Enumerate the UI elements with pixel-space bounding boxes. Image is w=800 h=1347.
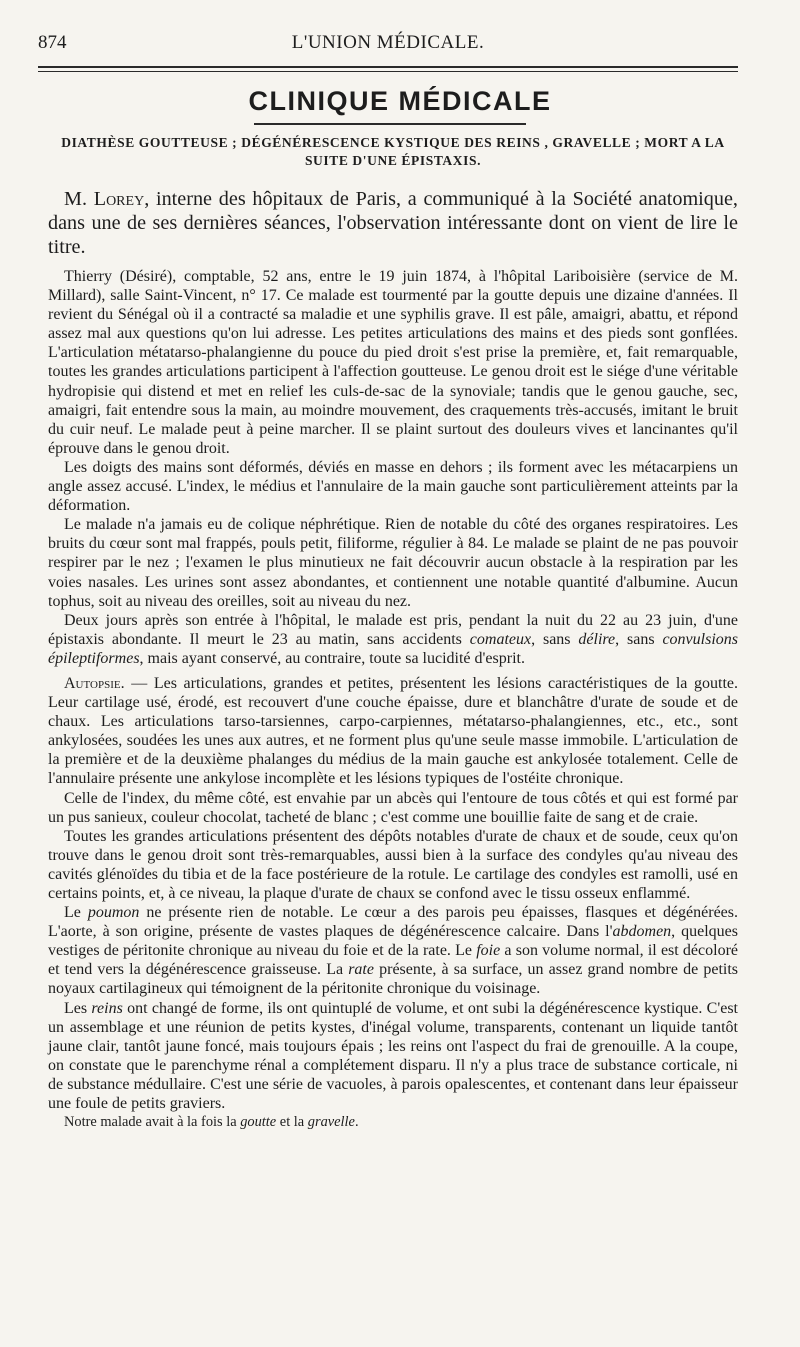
italic-run: poumon	[87, 904, 140, 922]
italic-run: convulsions épileptiformes	[48, 630, 738, 667]
lead-paragraph	[48, 187, 738, 259]
paragraph-conclusion	[48, 1113, 738, 1131]
text-run: Les	[64, 999, 92, 1017]
paragraph-kidneys	[48, 999, 738, 1114]
text-run: .	[354, 1114, 359, 1131]
title-underline	[254, 123, 526, 125]
paragraph-autopsy	[48, 674, 738, 789]
text-run: Deux jours après son entrée à l'hôpital, le malade est pris, pendant la nuit du 22 au 23 juin, d'une épistaxis abondante. Il meurt le 23 au matin, sans accidents	[48, 611, 738, 648]
paragraph-case-history: Thierry (Désiré), comptable, 52 ans, entre le 19 juin 1874, à l'hôpital Lariboisière (service de M. Millard), salle Saint-Vincent, n° 17. Ce malade est tourmenté par la goutte depuis une dizaine d'années. Il revient du Sénégal où il a contracté sa maladie et une syphilis grave. Il est pâle, amaigri, abattu, et répond assez mal aux questions qu'on lui adresse. Les petites articulations des mains et des pieds sont gonflées. L'articulation métatarso-phalangienne du pouce du pied droit s'est prise la première, et, fait remarquable, toutes les grandes articulations participent à l'affection goutteuse. Le genou droit est le siége d'une véritable hydropisie qui distend et met en relief les culs-de-sac de la synoviale; tandis que le genou gauche, sec, amaigri, fait entendre sous la main, au moindre mouvement, des craquements très-accusés, imitant le bruit du cuir neuf. Le malade peut à peine marcher. Il se plaint surtout des douleurs vives et lancinantes qu'il éprouve dans le genou droit.	[48, 268, 738, 457]
italic-run: abdomen	[612, 923, 672, 941]
paragraph-respiratory: Le malade n'a jamais eu de colique néphrétique. Rien de notable du côté des organes respiratoires. Les bruits du cœur sont mal frappés, pouls petit, filiforme, régulier à 84. Le malade se plaint de ne pas pouvoir respirer par le nez ; l'examen le plus minutieux ne fait découvrir aucun obstacle à la respiration par les voies nasales. Les urines sont assez abondantes, et contiennent une notable quantité d'albumine. Aucun tophus, soit au niveau des oreilles, soit au niveau du nez.	[48, 516, 738, 610]
paragraph-index-abscess: Celle de l'index, du même côté, est envahie par un abcès qui l'entoure de tous côtés et qui est formé par un pus sanieux, couleur chocolat, tacheté de blanc ; c'est comme une bouillie faite de sang et de craie.	[48, 789, 738, 826]
text-run: et la	[276, 1114, 308, 1131]
paragraph-death	[48, 611, 738, 668]
italic-run: gravelle	[307, 1114, 355, 1131]
italic-run: comateux	[469, 630, 532, 648]
paragraph-fingers: Les doigts des mains sont déformés, déviés en masse en dehors ; ils forment avec les métacarpiens un angle assez accusé. L'index, le médius et l'annulaire de la main gauche sont particulièrement atteints par la déformation.	[48, 458, 738, 515]
journal-title: L'UNION MÉDICALE.	[291, 32, 485, 53]
header-rule-thin	[38, 71, 738, 72]
header-rule	[38, 66, 738, 68]
text-run: , quelques vestiges de péritonite chronique au niveau du foie et de la rate. Le	[48, 923, 738, 960]
italic-run: rate	[348, 961, 374, 979]
running-header	[38, 30, 738, 60]
section-title: CLINIQUE MÉDICALE	[248, 86, 552, 116]
lead-text: , interne des hôpitaux de Paris, a communiqué à la Société anatomique, dans une de ses dernières séances, l'observation intéressante dont on vient de lire le titre.	[48, 188, 738, 258]
text-run: Notre malade avait à la fois la	[64, 1114, 241, 1131]
article-subtitle: DIATHÈSE GOUTTEUSE ; DÉGÉNÉRESCENCE KYSTIQUE DES REINS , GRAVELLE ; MORT A LA SUITE D'UNE ÉPISTAXIS.	[61, 135, 725, 168]
italic-run: reins	[91, 999, 123, 1017]
text-run: , sans	[531, 630, 579, 648]
paragraph-large-joints: Toutes les grandes articulations présentent des dépôts notables d'urate de chaux et de soude, ceux qu'on trouve dans le genou droit sont très-remarquables, aussi bien à la surface des condyles qu'au niveau des cavités glénoïdes du tibia et de la face postérieure de la rotule. Le cartilage des condyles est ramolli, usé en certains points, et, à ce niveau, la plaque d'urate de chaux se confond avec le tissu osseux enflammé.	[48, 827, 738, 902]
italic-run: délire	[578, 630, 616, 648]
text-run: a son volume normal, il est décoloré et tend vers la dégénérescence graisseuse. La	[48, 942, 739, 979]
text-run: ne présente rien de notable. Le cœur a des parois peu épaisses, flasques et dégénérées. L'aorte, à son origine, présente de vastes plaques de dégénérescence calcaire. Dans l'	[48, 904, 739, 941]
page-number: 874	[38, 32, 67, 53]
text-run: Le	[64, 904, 88, 922]
italic-run: foie	[476, 942, 501, 960]
autopsy-label: Autopsie.	[64, 674, 125, 692]
paragraph-organs	[48, 903, 738, 998]
italic-run: goutte	[240, 1114, 277, 1131]
article-body	[48, 267, 738, 1131]
text-run: — Les articulations, grandes et petites, présentent les lésions caractéristiques de la goutte. Leur cartilage usé, érodé, est recouvert d'une couche épaisse, dure et blanchâtre d'urate de soude et de chaux. Les articulations tarso-tarsiennes, carpo-carpiennes, métatarso-phalangiennes, etc., etc., sont ankylosées, soudées les unes aux autres, et ne forment plus qu'une seule masse immobile. L'articulation de la première et de la deuxième phalanges du médius de la main gauche est ankylosée totalement. Celle de l'annulaire présente une ankylose incomplète et les lésions typiques de l'ostéite chronique.	[48, 674, 738, 788]
text-run: , sans	[615, 630, 663, 648]
text-run: , mais ayant conservé, au contraire, toute sa lucidité d'esprit.	[139, 649, 525, 667]
text-run: présente, à sa surface, un assez grand nombre de petits noyaux cartilagineux qui témoignent de la péritonite chronique du voisinage.	[48, 961, 739, 998]
text-run: ont changé de forme, ils ont quintuplé de volume, et ont subi la dégénérescence kystique. C'est un assemblage et une réunion de petits kystes, d'inégal volume, transparents, contenant un liquide tantôt jaune clair, tantôt jaune foncé, mais toujours épais ; les reins ont l'aspect du frai de grenouille. A la coupe, on constate que le parenchyme rénal a complétement disparu. Il n'y a plus trace de substance corticale, ni de substance médullaire. C'est une série de vacuoles, à parois opalescentes, et contenant dans leur épaisseur une foule de petits graviers.	[48, 999, 738, 1113]
author-name: M. Lorey	[64, 188, 145, 210]
